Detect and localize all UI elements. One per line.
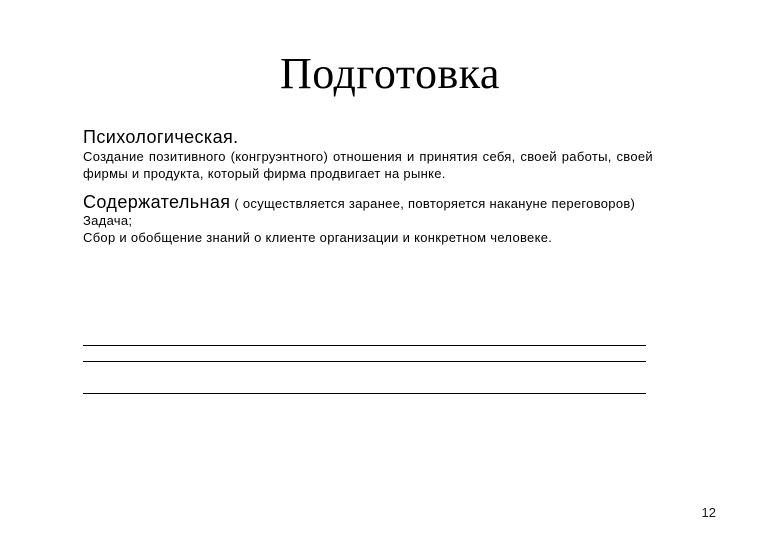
content-heading-line — [83, 194, 653, 212]
fill-in-line — [83, 393, 646, 394]
task-text: Сбор и обобщение знаний о клиенте организации и конкретном человеке. — [83, 230, 553, 245]
section-content — [83, 194, 653, 246]
content-heading: Содержательная — [83, 192, 231, 212]
content-heading-note: ( осуществляется заранее, повторяется накануне переговоров) — [230, 196, 636, 211]
fill-in-line — [83, 361, 646, 362]
psychological-text: Создание позитивного (конгруэнтного) отношения и принятия себя, своей работы, своей фирмы и продукта, который фирма продвигает на рынке. — [83, 149, 653, 181]
task-label: Задача; — [83, 213, 133, 228]
slide-title: Подготовка — [280, 49, 500, 98]
fill-in-line — [83, 345, 646, 346]
section-psychological — [83, 126, 653, 182]
page-number: 12 — [701, 505, 716, 520]
slide-body — [83, 126, 653, 258]
psychological-heading: Психологическая. — [83, 127, 239, 147]
